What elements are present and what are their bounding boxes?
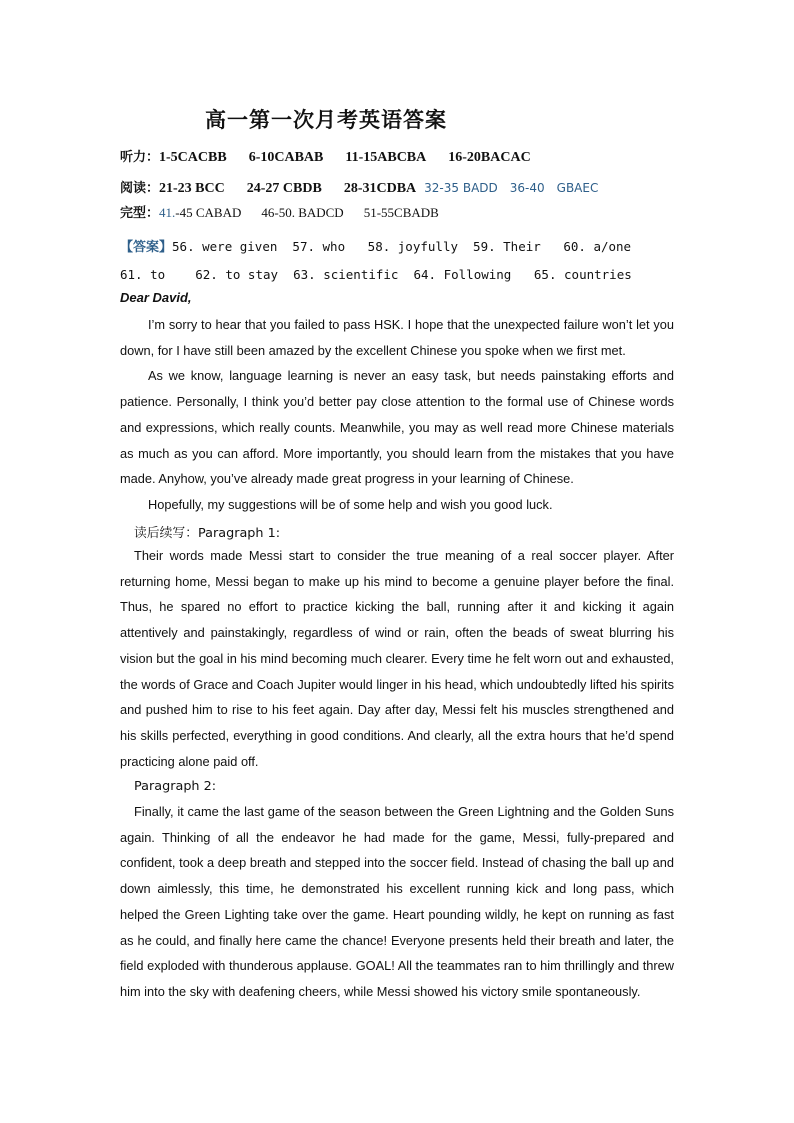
- grammar-answers-text: 56. were given 57. who 58. joyfully 59. Their 60. a/one: [172, 239, 632, 254]
- answer-bracket-label: 【答案】: [120, 240, 173, 255]
- answer-group: 1-5CACBB: [159, 150, 227, 165]
- cloze-answers: [120, 202, 439, 221]
- paragraph-2-heading: Paragraph 2:: [134, 779, 217, 794]
- grammar-answers-line-2: 61. to 62. to stay 63. scientific 64. Following 65. countries: [120, 267, 632, 282]
- letter-salutation: Dear David,: [120, 290, 192, 305]
- answer-group-blue: 32-35 BADD: [424, 181, 498, 195]
- grammar-answers-line-1: [120, 236, 631, 255]
- answer-group: 16-20BACAC: [448, 150, 531, 165]
- story-paragraph: Finally, it came the last game of the season between the Green Lightning and the Golden Suns again. Thinking of all the endeavor he had made for the game, Messi, fully-prepared and confident, took a deep breath and stepped into the soccer field. Instead of chasing the ball up and down aimlessly, this time, he demonstrated his excellent running kick and long pass, which helped the Green Lighting take over the game. Heart pounding wildly, he kept on running as fast as he could, and finally here came the chance! Everyone presents held their breath and later, the field exploded with thunderous applause. GOAL! All the teammates ran to him thrillingly and threw him into the sky with deafening cheers, while Messi showed his victory smile spontaneously.: [120, 804, 674, 999]
- continuation-paragraph-2: [120, 799, 674, 1005]
- cloze-first-number: 41.: [159, 205, 176, 220]
- answer-group: 46-50. BADCD: [261, 205, 344, 220]
- answer-group: -45 CABAD: [175, 205, 242, 220]
- answer-group: 6-10CABAB: [248, 150, 324, 165]
- story-paragraph: Their words made Messi start to consider the true meaning of a real soccer player. After returning home, Messi began to make up his mind to become a genuine player before the final. Thus, he spared no effort to practice kicking the ball, running after it and kicking it again attentively and painstakingly, regardless of wind or rain, often the beads of sweat blurring his vision but the goal in his mind becoming much clearer. Every time he felt worn out and exhausted, the words of Grace and Coach Jupiter would linger in his head, which undoubtedly lifted his spirits and pushed him to rise to his feet again. Day after day, Messi felt his muscles strengthened and his skills perfected, everything in good conditions. And clearly, all the extra hours that he’d spend practicing alone paid off.: [120, 548, 674, 769]
- letter-body: [120, 312, 674, 518]
- answer-group-blue: GBAEC: [556, 181, 599, 195]
- answer-group: 21-23 BCC: [159, 181, 225, 196]
- answer-group-blue: 36-40: [509, 181, 545, 195]
- letter-paragraph: Hopefully, my suggestions will be of some help and wish you good luck.: [148, 496, 553, 512]
- answer-group: 28-31CDBA: [343, 181, 417, 196]
- answer-group: 51-55CBADB: [363, 205, 439, 220]
- page-title: 高一第一次月考英语答案: [205, 107, 447, 132]
- reading-answers: [120, 177, 598, 197]
- letter-paragraph: I’m sorry to hear that you failed to pass HSK. I hope that the unexpected failure won’t let you down, for I have still been amazed by the excellent Chinese you spoke when we first met.: [120, 317, 674, 358]
- answer-group: 24-27 CBDB: [246, 181, 322, 196]
- letter-paragraph: As we know, language learning is never an easy task, but needs painstaking efforts and patience. Personally, I think you’d better pay close attention to the formal use of Chinese words and expressions, which really counts. Meanwhile, you may as well read more Chinese materials as much as you can afford. More importantly, you should learn from the mistakes that you have made. Anyhow, you’ve already made great progress in your learning of Chinese.: [120, 368, 674, 487]
- listening-label: 听力：: [120, 150, 160, 165]
- listening-answers: [120, 146, 531, 166]
- cloze-label: 完型：: [120, 206, 160, 221]
- continuation-heading: 读后续写：Paragraph 1:: [134, 526, 281, 541]
- continuation-paragraph-1: [120, 543, 674, 774]
- answer-group: 11-15ABCBA: [345, 150, 427, 165]
- reading-label: 阅读：: [120, 181, 160, 196]
